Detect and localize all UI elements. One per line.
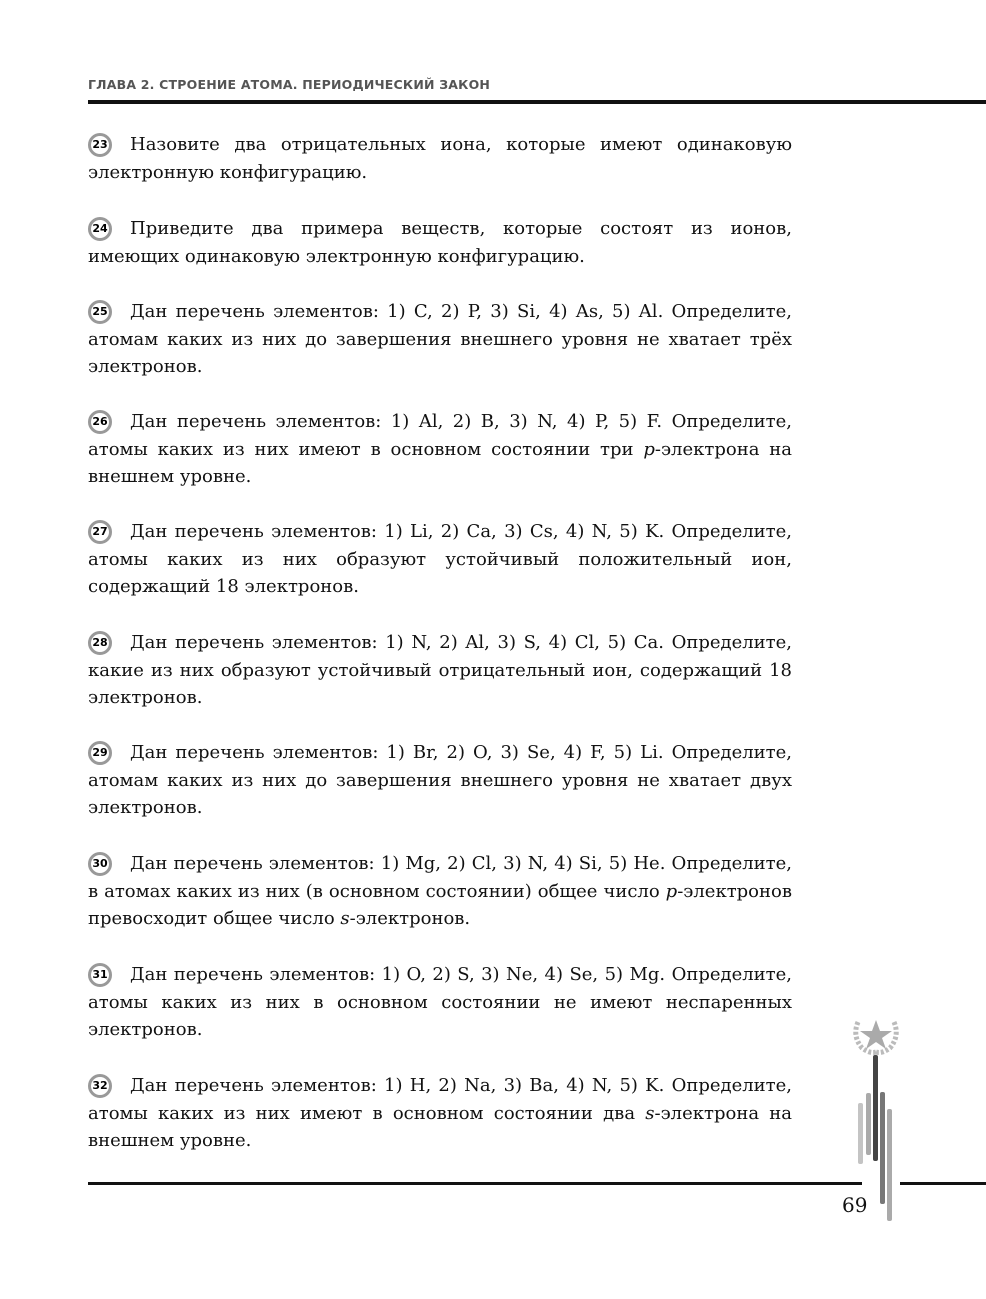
- problem-text: Назовите два отрицательных иона, которые имеют одинаковую электронную конфигурацию.: [88, 134, 792, 183]
- chapter-header: ГЛАВА 2. СТРОЕНИЕ АТОМА. ПЕРИОДИЧЕСКИЙ ЗАКОН: [88, 77, 491, 92]
- problem-text: Дан перечень элементов: 1) N, 2) Al, 3) S, 4) Cl, 5) Ca. Определите, какие из них образуют устойчивый отрицательный ион, содержащий 18 электронов.: [88, 632, 792, 709]
- problem-24: [88, 215, 792, 270]
- decorative-bar: [866, 1093, 871, 1155]
- problem-number-badge: 25: [88, 300, 112, 324]
- problem-number-badge: 28: [88, 631, 112, 655]
- decorative-bar: [887, 1109, 892, 1221]
- problem-number-badge: 27: [88, 520, 112, 544]
- footer-rule: [900, 1182, 986, 1185]
- problem-number-badge: 23: [88, 133, 112, 157]
- decorative-bar: [858, 1103, 863, 1164]
- footer-rule: [88, 1182, 862, 1185]
- problem-text: Дан перечень элементов: 1) O, 2) S, 3) Ne, 4) Se, 5) Mg. Определите, атомы каких из них в основном состоянии не имеют неспаренных электронов.: [88, 964, 792, 1041]
- header-rule: [88, 100, 986, 104]
- star-wreath-emblem-icon: [850, 1014, 902, 1056]
- problem-number-badge: 31: [88, 963, 112, 987]
- problem-number-badge: 32: [88, 1074, 112, 1098]
- problem-25: [88, 298, 792, 381]
- problem-text: -электрона на внешнем уровне.: [88, 438, 792, 488]
- problem-26: [88, 408, 792, 491]
- problem-text: Приведите два примера веществ, которые состоят из ионов, имеющих одинаковую электронную конфигурацию.: [88, 218, 792, 267]
- problem-text: Дан перечень элементов: 1) Br, 2) O, 3) Se, 4) F, 5) Li. Определите, атомам каких из них до завершения внешнего уровня не хватает двух электронов.: [88, 742, 792, 819]
- problem-27: [88, 518, 792, 601]
- problem-number-badge: 30: [88, 852, 112, 876]
- problem-text-italic: p: [665, 880, 678, 902]
- problem-text: Дан перечень элементов: 1) C, 2) P, 3) Si, 4) As, 5) Al. Определите, атомам каких из них до завершения внешнего уровня не хватает трёх электронов.: [88, 301, 792, 378]
- problem-number-badge: 24: [88, 217, 112, 241]
- problem-text: Дан перечень элементов: 1) Al, 2) B, 3) N, 4) P, 5) F. Определите, атомы каких из них имеют в основном состоянии три: [88, 411, 792, 460]
- problem-text-italic: s: [340, 908, 350, 930]
- problem-text: -электрона на внешнем уровне.: [88, 1102, 792, 1152]
- problem-text: Дан перечень элементов: 1) H, 2) Na, 3) Ba, 4) N, 5) K. Определите, атомы каких из них имеют в основном состоянии два: [88, 1075, 792, 1124]
- problem-32: [88, 1072, 792, 1155]
- decorative-bar: [880, 1092, 885, 1204]
- problem-31: [88, 961, 792, 1044]
- problem-text: -электронов.: [349, 908, 471, 930]
- problem-number-badge: 29: [88, 741, 112, 765]
- problem-23: [88, 131, 792, 186]
- problem-text-italic: s: [645, 1102, 655, 1124]
- page-number: 69: [842, 1193, 868, 1217]
- problem-29: [88, 739, 792, 822]
- problem-text-italic: p: [643, 438, 655, 460]
- problem-28: [88, 629, 792, 712]
- problem-text: -электронов превосходит общее число: [88, 880, 792, 930]
- decorative-bar: [873, 1055, 878, 1161]
- problem-number-badge: 26: [88, 410, 112, 434]
- problem-30: [88, 850, 792, 933]
- problem-text: Дан перечень элементов: 1) Mg, 2) Cl, 3) N, 4) Si, 5) He. Определите, в атомах каких из них (в основном состоянии) общее число: [88, 853, 792, 902]
- problem-text: Дан перечень элементов: 1) Li, 2) Ca, 3) Cs, 4) N, 5) K. Определите, атомы каких из них образуют устойчивый положительный ион, содержащий 18 электронов.: [88, 521, 792, 598]
